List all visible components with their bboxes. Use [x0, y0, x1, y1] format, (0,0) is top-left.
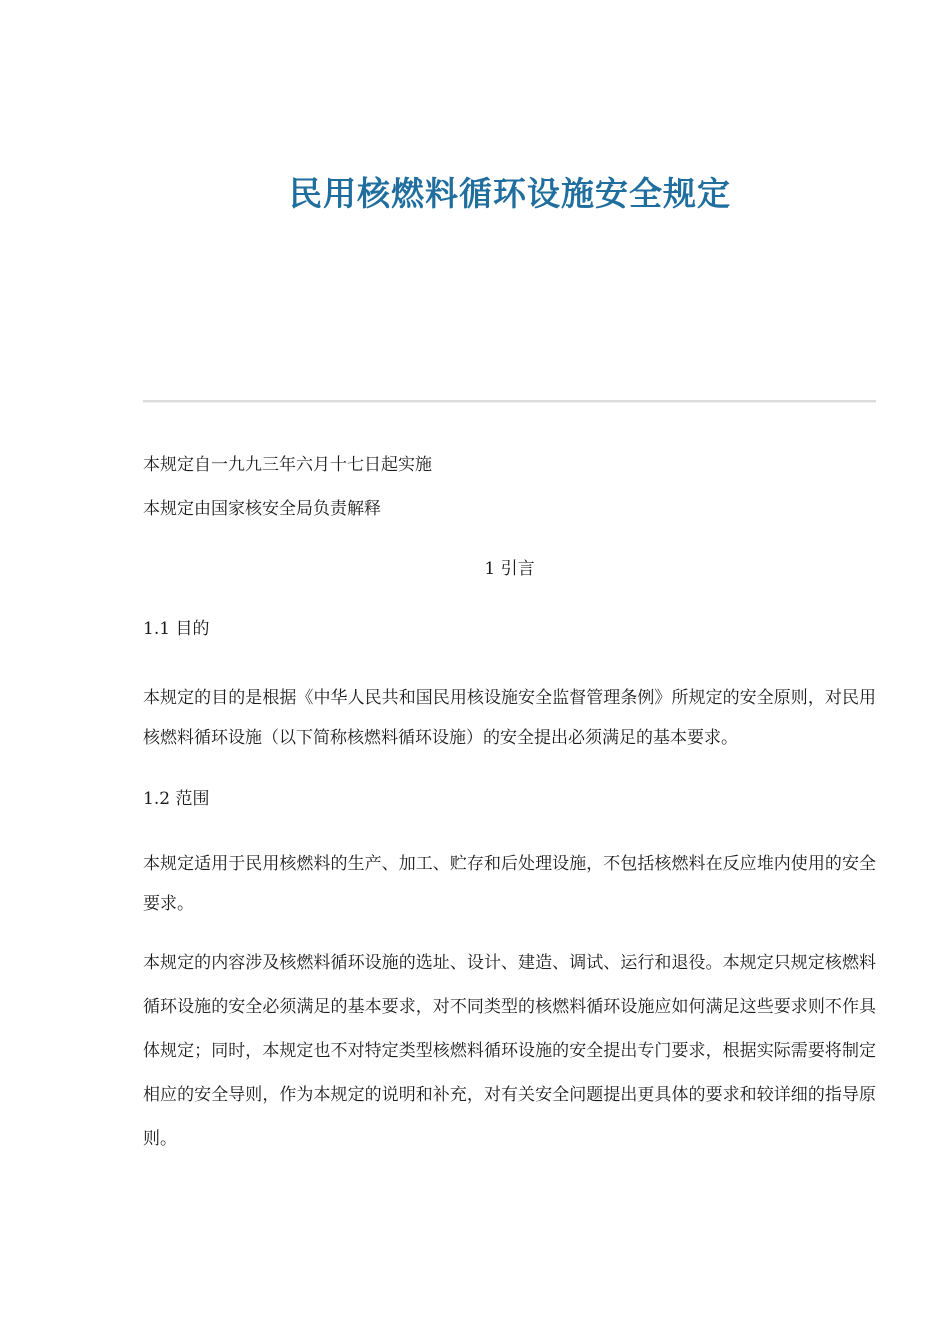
paragraph-purpose: 本规定的目的是根据《中华人民共和国民用核设施安全监督管理条例》所规定的安全原则，对民用核燃料循环设施（以下简称核燃料循环设施）的安全提出必须满足的基本要求。: [143, 688, 876, 748]
document-title: 民用核燃料循环设施安全规定: [289, 174, 731, 213]
title-divider: [143, 400, 876, 403]
subsection-heading-scope: 1.2 范围: [143, 789, 210, 809]
section-heading: 1 引言: [484, 559, 535, 579]
interpretation-note: 本规定由国家核安全局负责解释: [143, 499, 381, 519]
paragraph-scope-2: 本规定的内容涉及核燃料循环设施的选址、设计、建造、调试、运行和退役。本规定只规定核燃料循环设施的安全必须满足的基本要求，对不同类型的核燃料循环设施应如何满足这些要求则不作具体规定；同时，本规定也不对特定类型核燃料循环设施的安全提出专门要求，根据实际需要将制定相应的安全导则，作为本规定的说明和补充，对有关安全问题提出更具体的要求和较详细的指导原则。: [143, 953, 876, 1149]
paragraph-scope-1: 本规定适用于民用核燃料的生产、加工、贮存和后处理设施，不包括核燃料在反应堆内使用的安全要求。: [143, 854, 876, 914]
document-body: [143, 450, 876, 1178]
subsection-heading-purpose: 1.1 目的: [143, 619, 210, 639]
effective-date-note: 本规定自一九九三年六月十七日起实施: [143, 455, 432, 475]
